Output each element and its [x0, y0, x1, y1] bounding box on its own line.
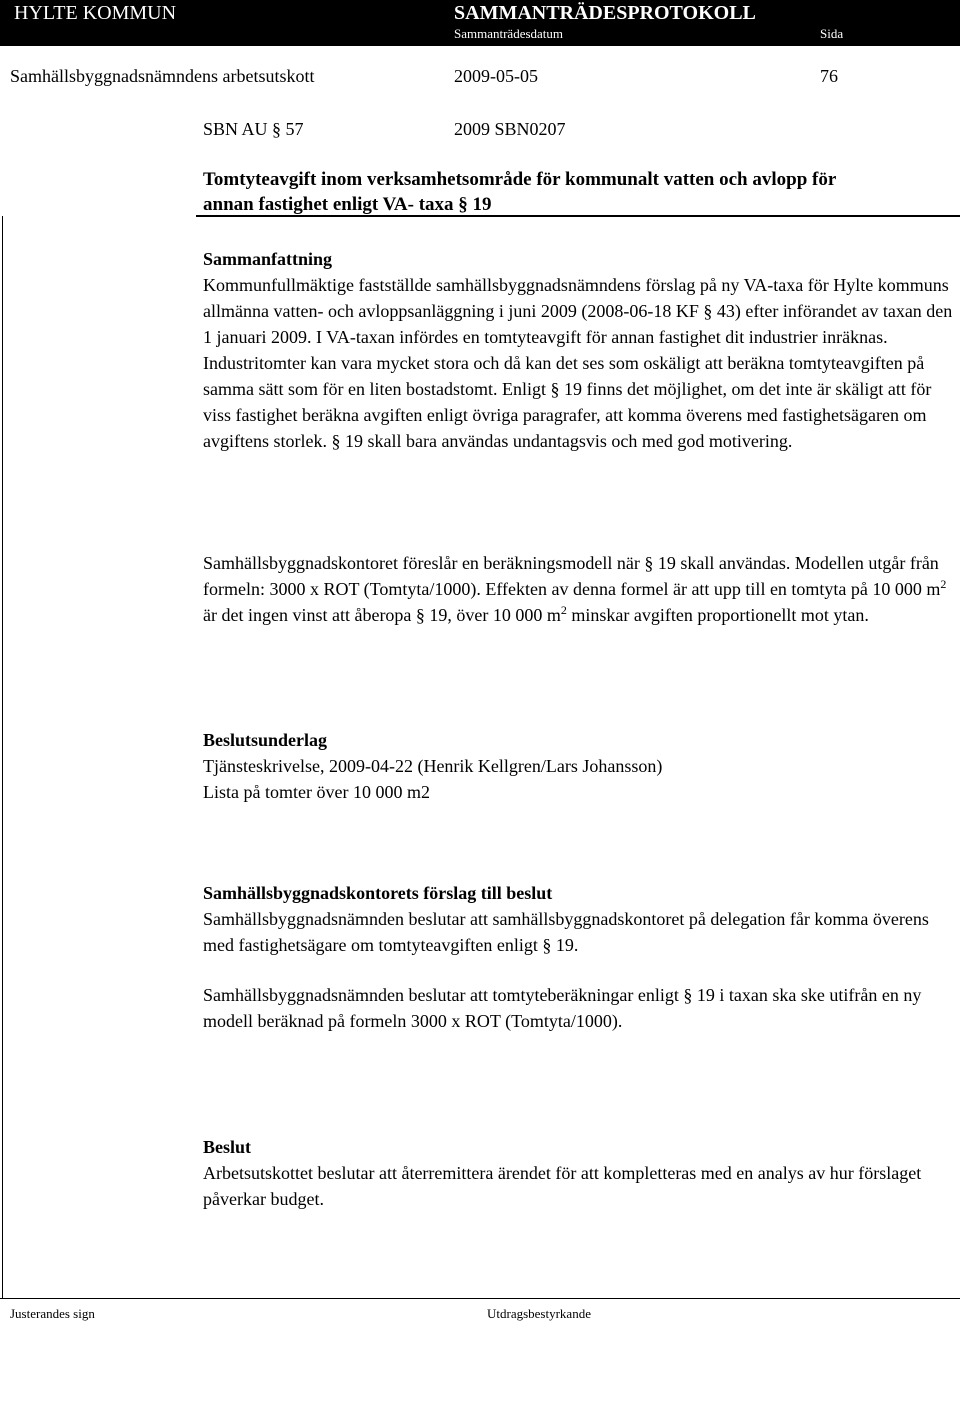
page-number: 76 [820, 66, 838, 86]
meeting-date: 2009-05-05 [454, 66, 538, 86]
section-beslut [203, 1134, 953, 1212]
footer-divider [0, 1298, 960, 1299]
section-forslag [203, 880, 953, 958]
sammanfattning-paragraph-1: Kommunfullmäktige fastställde samhällsbyggnadsnämndens förslag på ny VA-taxa för Hylte kommuns allmänna vatten- och avloppsanläggning i juni 2009 (2008-06-18 KF § 43) efter införandet av taxan den 1 januari 2009. I VA-taxan infördes en tomtyteavgift för annan fastighet dit industrier inräknas. Industritomter kan vara mycket stora och då kan det ses som oskäligt att beräkna tomtyteavgiften på samma sätt som för en liten bostadstomt. Enligt § 19 finns det möjlighet, om det inte är skäligt att för viss fastighet beräkna avgiften enligt övriga paragrafer, att komma överens med fastighetsägaren om avgiftens storlek. § 19 skall bara användas undantagsvis och med god motivering. [203, 275, 953, 451]
section-sammanfattning [203, 246, 953, 454]
sammanfattning-heading: Sammanfattning [203, 249, 333, 269]
section-beslutsunderlag [203, 727, 953, 805]
case-title-line-1: Tomtyteavgift inom verksamhetsområde för kommunalt vatten och avlopp för [203, 169, 837, 190]
sammanfattning-paragraph-2: Samhällsbyggnadskontoret föreslår en beräkningsmodell när § 19 skall användas. Modellen utgår från formeln: 3000 x ROT (Tomtyta/1000). Effekten av denna formel är att upp till en tomtyta på 10 000 $m^2$ är det ingen vinst att åberopa § 19, över 10 000 $m^2$ minskar avgiften proportionellt mot ytan. [203, 553, 947, 625]
date-label: Sammanträdesdatum [454, 26, 564, 41]
meeting-body: Samhällsbyggnadsnämndens arbetsutskott [10, 66, 315, 86]
beslut-heading: Beslut [203, 1137, 252, 1157]
beslutsunderlag-item-1: Tjänsteskrivelse, 2009-04-22 (Henrik Kellgren/Lars Johansson) [203, 756, 663, 776]
case-dnr: 2009 SBN0207 [454, 119, 566, 139]
case-title [203, 167, 953, 217]
section-forslag-2 [203, 982, 953, 1034]
utdragsbestyrkande-label: Utdragsbestyrkande [487, 1306, 591, 1321]
left-margin-line [2, 216, 3, 1298]
forslag-paragraph-1: Samhällsbyggnadsnämnden beslutar att samhällsbyggnadskontoret på delegation får komma överens med fastighetsägare om tomtyteavgiften enligt § 19. [203, 909, 929, 955]
forslag-paragraph-2: Samhällsbyggnadsnämnden beslutar att tomtyteberäkningar enligt § 19 i taxan ska ske utifrån en ny modell beräknad på formeln 3000 x ROT (Tomtyta/1000). [203, 985, 922, 1031]
case-paragraph: SBN AU § 57 [203, 119, 304, 139]
justerandes-sign-label: Justerandes sign [10, 1306, 95, 1321]
title-divider [196, 215, 960, 217]
section-model-proposal [203, 550, 953, 628]
header-band [0, 0, 960, 46]
beslutsunderlag-heading: Beslutsunderlag [203, 730, 328, 750]
forslag-heading: Samhällsbyggnadskontorets förslag till beslut [203, 883, 553, 903]
beslutsunderlag-item-2: Lista på tomter över 10 000 m2 [203, 782, 430, 802]
protocol-title: SAMMANTRÄDESPROTOKOLL [454, 2, 756, 24]
case-title-line-2: annan fastighet enligt VA- taxa § 19 [203, 194, 492, 215]
municipality-name: HYLTE KOMMUN [14, 2, 177, 24]
beslut-paragraph: Arbetsutskottet beslutar att återremittera ärendet för att kompletteras med en analys av hur förslaget påverkar budget. [203, 1163, 922, 1209]
page-label: Sida [820, 26, 844, 41]
